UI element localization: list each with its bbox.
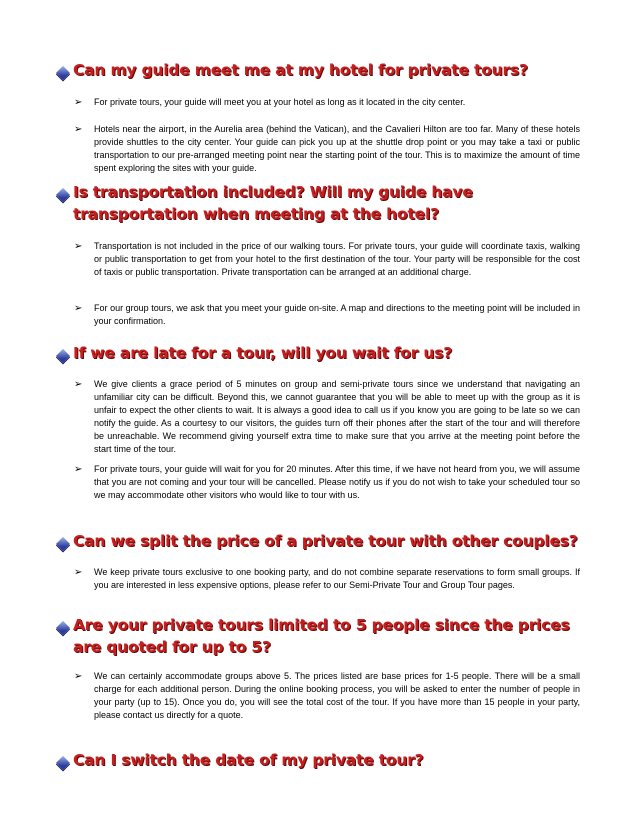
answer-text: For our group tours, we ask that you meet your guide on-site. A map and directions to the meeting point will be included in your confirmation. [94,303,580,326]
faq-question-6 [55,749,595,771]
faq-question-5 [55,614,595,658]
answer-item [74,302,580,328]
arrow-bullet-icon: ➢ [74,97,83,108]
arrow-bullet-icon: ➢ [74,241,83,252]
answer-text: We give clients a grace period of 5 minutes on group and semi-private tours since we understand that navigating an unfamiliar city can be difficult. Beyond this, we cannot guarantee that you will be able to meet up with the group as it is unfair to expect the other clients to wait. It is always a good idea to call us if you know you are going to be late so we can notify the guide. As a courtesy to our visitors, the guides turn off their phones after the start of the tour and will therefore be unreachable. We recommend giving yourself extra time to make sure that you arrive at the meeting point before the start time of the tour. [94,379,580,454]
arrow-bullet-icon: ➢ [74,124,83,135]
answer-item [74,463,580,502]
question-title: Can I switch the date of my private tour? [73,751,424,769]
answer-item [74,96,580,109]
arrow-bullet-icon: ➢ [74,567,83,578]
faq-question-4 [55,530,595,552]
question-title: If we are late for a tour, will you wait for us? [73,344,453,362]
diamond-bullet-icon [56,756,70,770]
question-title: Are your private tours limited to 5 people since the prices are quoted for up to 5? [73,616,570,656]
diamond-bullet-icon [56,537,70,551]
answer-text: Transportation is not included in the price of our walking tours. For private tours, your guide will coordinate taxis, walking or public transportation to get from your hotel to the first destination of the tour. Your party will be responsible for the cost of taxis or public transportation. Private transportation can be arranged at an additional charge. [94,241,580,277]
arrow-bullet-icon: ➢ [74,464,83,475]
faq-question-1 [55,59,595,81]
faq-question-3 [55,342,595,364]
arrow-bullet-icon: ➢ [74,379,83,390]
faq-question-2 [55,181,595,225]
answer-text: We keep private tours exclusive to one booking party, and do not combine separate reservations to form small groups. If you are interested in less expensive options, please refer to our Semi-Private Tour and Group Tour pages. [94,567,580,590]
diamond-bullet-icon [56,188,70,202]
diamond-bullet-icon [56,66,70,80]
answer-item [74,670,580,722]
arrow-bullet-icon: ➢ [74,303,83,314]
arrow-bullet-icon: ➢ [74,671,83,682]
question-title: Can my guide meet me at my hotel for private tours? [73,61,528,79]
answer-item [74,378,580,456]
answer-text: We can certainly accommodate groups above 5. The prices listed are base prices for 1-5 people. There will be a small charge for each additional person. During the online booking process, you will be asked to enter the number of people in your party (up to 15). Once you do, you will see the total cost of the tour. If you have more than 15 people in your party, please contact us directly for a quote. [94,671,580,720]
answer-item [74,240,580,279]
diamond-bullet-icon [56,621,70,635]
diamond-bullet-icon [56,349,70,363]
question-title: Is transportation included? Will my guide have transportation when meeting at the hotel? [73,183,473,223]
answer-item [74,566,580,592]
answer-text: Hotels near the airport, in the Aurelia area (behind the Vatican), and the Cavalieri Hilton are too far. Many of these hotels provide shuttles to the city center. Your guide can pick you up at the shuttle drop point or you may take a taxi or public transportation to our pre-arranged meeting point near the starting point of the tour. This is to maximize the amount of time spent exploring the sites with your guide. [94,124,580,173]
answer-text: For private tours, your guide will meet you at your hotel as long as it located in the city center. [94,97,466,107]
answer-text: For private tours, your guide will wait for you for 20 minutes. After this time, if we have not heard from you, we will assume that you are not coming and your tour will be cancelled. Please notify us if you do not wish to take your scheduled tour so we may accommodate other visitors who would like to tour with us. [94,464,580,500]
answer-item [74,123,580,175]
question-title: Can we split the price of a private tour with other couples? [73,532,578,550]
